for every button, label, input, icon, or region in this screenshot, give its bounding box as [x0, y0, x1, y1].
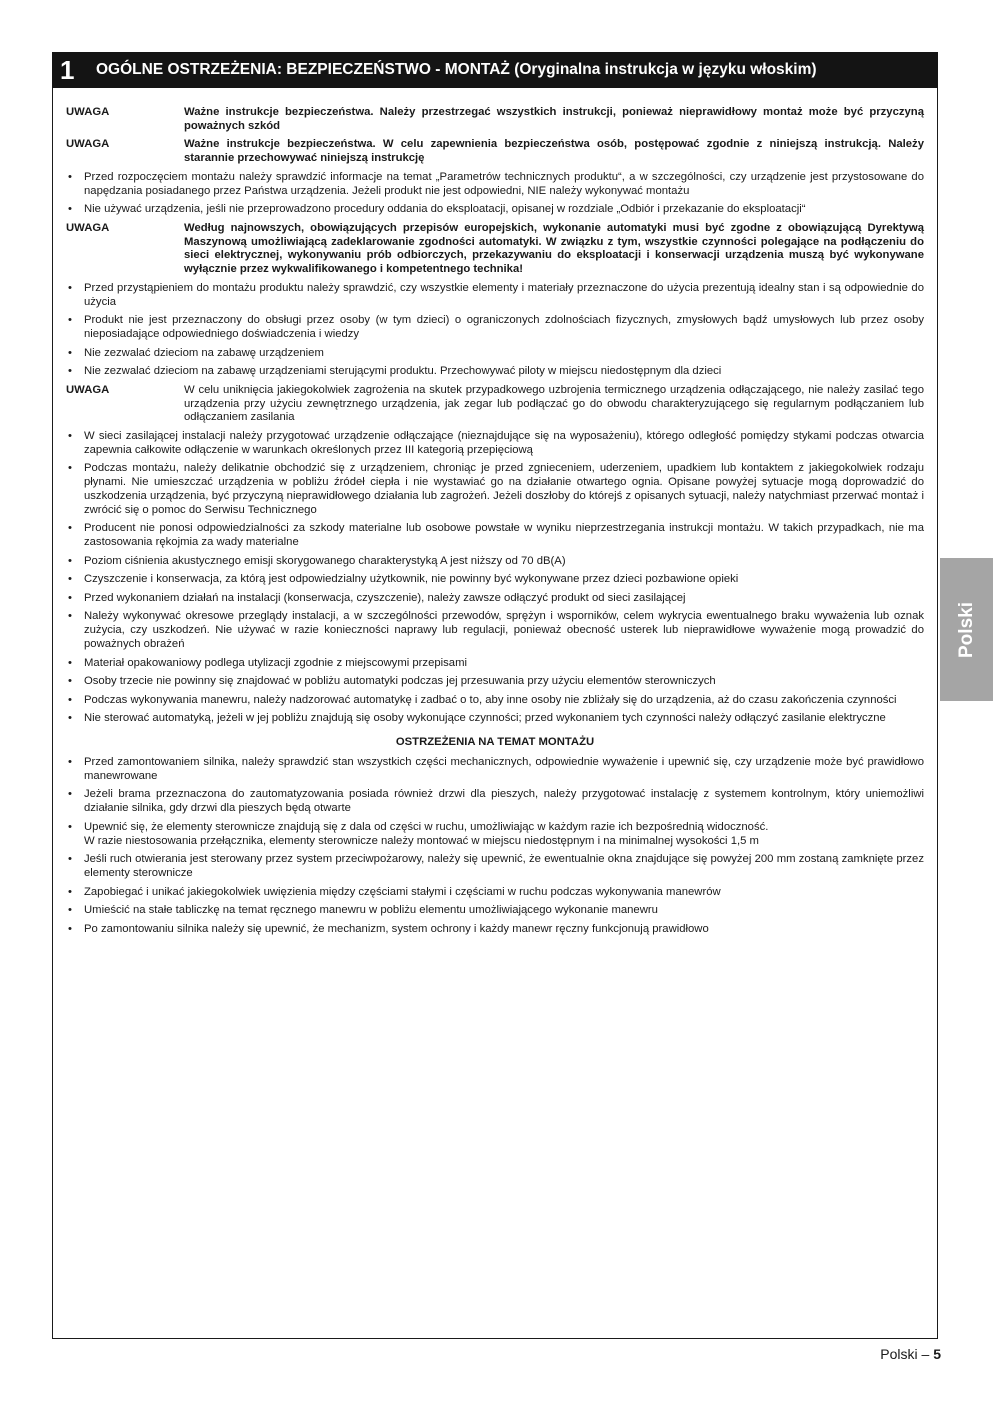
warning-label: UWAGA [66, 138, 110, 151]
bullet-item: • W sieci zasilającej instalacji należy przygotować urządzenie odłączające (nieznajdujące się na wyposażeniu), którego odległość pomiędzy stykami podczas otwarcia zapewnia całkowite odłączenie w warunkach określonych przez III kategorią przepięciową [66, 430, 924, 458]
bullet-item: • Produkt nie jest przeznaczony do obsługi przez osoby (w tym dzieci) o ograniczonych zdolnościach fizycznych, zmysłowych bądź umysłowych lub przez osoby nieposiadające odpowiedniego doświadczenia i wiedzy [66, 314, 924, 342]
bullet-item: • Przed przystąpieniem do montażu produktu należy sprawdzić, czy wszystkie elementy i materiały przeznaczone do użycia prezentują idealny stan i są odpowiednie do użycia [66, 282, 924, 310]
warning-label: UWAGA [66, 221, 110, 234]
warning-label: UWAGA [66, 383, 110, 396]
content-body [66, 106, 924, 941]
bullet-line: W razie niestosowania przełącznika, elementy sterownicze należy montować w miejscu niedostępnym i na minimalnej wysokości 1,5 m [84, 834, 759, 847]
bullet-item: • Jeżeli brama przeznaczona do zautomatyzowania posiada również drzwi dla pieszych, należy przygotować instalację z systemem kontrolnym, który uniemożliwi działanie silnika, gdy drzwi dla pieszych będą otwarte [66, 788, 924, 816]
montage-heading: OSTRZEŻENIA NA TEMAT MONTAŻU [395, 736, 595, 749]
warning-row [66, 222, 924, 277]
bullet-item: • Jeśli ruch otwierania jest sterowany przez system przeciwpożarowy, należy się upewnić, że ewentualnie okna znajdujące się powyżej 200 mm zostaną zamknięte przez elementy sterownicze [66, 853, 924, 881]
section-title: OGÓLNE OSTRZEŻENIA: BEZPIECZEŃSTWO - MONTAŻ (Oryginalna instrukcja w języku włoskim) [96, 61, 817, 78]
warning-text: Ważne instrukcje bezpieczeństwa. Należy przestrzegać wszystkich instrukcji, ponieważ nieprawidłowy montaż może być przyczyną poważnych szkód [184, 106, 924, 132]
warning-row [66, 138, 924, 166]
bullet-line: • Upewnić się, że elementy sterownicze znajdują się z dala od części w ruchu, umożliwiając w każdym razie ich bezpośrednią widoczność. [84, 820, 769, 833]
bullet-item: • Nie zezwalać dzieciom na zabawę urządzeniem [66, 347, 924, 361]
warning-label: UWAGA [66, 106, 110, 118]
bullet-item: • Podczas wykonywania manewru, należy nadzorować automatykę i zadbać o to, aby inne osoby nie zbliżały się do urządzenia, aż do czasu zakończenia czynności [66, 694, 924, 708]
page-footer [880, 1346, 941, 1362]
footer-separator: – [921, 1346, 930, 1362]
footer-language: Polski [880, 1346, 918, 1362]
bullet-item: • Należy wykonywać okresowe przeglądy instalacji, a w szczególności przewodów, sprężyn i wsporników, celem wykrycia ewentualnego braku wyważenia lub oznak zużycia, czy uszkodzeń. Nie używać w razie konieczności naprawy lub regulacji, ponieważ obecność usterek lub nieprawidłowe wyważenie mogą prowadzić do poważnych obrażeń [66, 610, 924, 651]
bullet-item: • Osoby trzecie nie powinny się znajdować w pobliżu automatyki podczas jej przesuwania przy użyciu elementów sterowniczych [66, 675, 924, 689]
bullet-item: • Przed wykonaniem działań na instalacji (konserwacja, czyszczenie), należy zawsze odłączyć produkt od sieci zasilającej [66, 592, 924, 606]
bullet-item: • Przed zamontowaniem silnika, należy sprawdzić stan wszystkich części mechanicznych, odpowiednie wyważenie i upewnić się, czy urządzenie może być prawidłowo manewrowane [66, 756, 924, 784]
bullet-item: • Poziom ciśnienia akustycznego emisji skorygowanego charakterystyką A jest niższy od 70 dB(A) [66, 555, 924, 569]
side-tab-label: Polski [955, 601, 977, 658]
bullet-item: • Umieścić na stałe tabliczkę na temat ręcznego manewru w pobliżu elementu umożliwiającego wykonanie manewru [66, 904, 924, 918]
page-number: 5 [933, 1346, 941, 1362]
bullet-item: • Zapobiegać i unikać jakiegokolwiek uwięzienia między częściami stałymi i częściami w ruchu podczas wykonywania manewrów [66, 886, 924, 900]
bullet-item: • Nie sterować automatyką, jeżeli w jej pobliżu znajdują się osoby wykonujące czynności; przed wykonaniem tych czynności należy odłączyć zasilanie elektryczne [66, 712, 924, 726]
bullet-item: • Nie używać urządzenia, jeśli nie przeprowadzono procedury oddania do eksploatacji, opisanej w rozdziale „Odbiór i przekazanie do eksploatacji“ [66, 203, 924, 217]
warning-row [66, 106, 924, 134]
bullet-item: • Czyszczenie i konserwacja, za którą jest odpowiedzialny użytkownik, nie powinny być wykonywane przez dzieci pozbawione opieki [66, 573, 924, 587]
language-side-tab [940, 558, 993, 701]
bullet-item: • Nie zezwalać dzieciom na zabawę urządzeniami sterującymi produktu. Przechowywać piloty w miejscu niedostępnym dla dzieci [66, 365, 924, 379]
warning-text: Ważne instrukcje bezpieczeństwa. W celu zapewnienia bezpieczeństwa osób, postępować zgodnie z niniejszą instrukcją. Należy starannie przechowywać niniejszą instrukcję [184, 138, 924, 165]
bullet-item: • Materiał opakowaniowy podlega utylizacji zgodnie z miejscowymi przepisami [66, 657, 924, 671]
warning-text: W celu uniknięcia jakiegokolwiek zagrożenia na skutek przypadkowego uzbrojenia termicznego urządzenia odłączającego, nie należy zasilać tego urządzenia przy użyciu zewnętrznego urządzenia, jak zegar lub podłączać go do obwodu charakteryzującego się regularnym podłączaniem lub odłączaniem zasilania [184, 383, 924, 424]
section-number: 1 [60, 55, 75, 85]
bullet-item: • Producent nie ponosi odpowiedzialności za szkody materialne lub osobowe powstałe w wyniku nieprzestrzegania instrukcji montażu. W takich przypadkach, nie ma zastosowania rękojmia za wady materialne [66, 522, 924, 550]
warning-row [66, 384, 924, 425]
bullet-item: • Podczas montażu, należy delikatnie obchodzić się z urządzeniem, chroniąc je przed zgnieceniem, uderzeniem, upadkiem lub kontaktem z jakiegokolwiek rodzaju płynami. Nie umieszczać urządzenia w pobliżu źródeł ciepła i nie wystawiać go na działanie otwartego ognia. Opisane powyżej sytuacje mogą doprowadzić do uszkodzenia urządzenia, być przyczyną nieprawidłowego działania lub zagrożeń. Jeżeli doszłoby do którejś z opisanych sytuacji, należy natychmiast przerwać montaż i zwrócić się o pomoc do Serwisu Technicznego [66, 462, 924, 517]
section-header [52, 52, 938, 88]
bullet-item [66, 821, 924, 849]
warning-text: Według najnowszych, obowiązujących przepisów europejskich, wykonanie automatyki musi być zgodne z obowiązującą Dyrektywą Maszynową umożliwiającą zadeklarowanie zgodności automatyki. W związku z tym, wszystkie czynności polegające na podłączeniu do sieci elektrycznej, wykonywaniu prób odbiorczych, przekazywaniu do eksploatacji i konserwacji urządzenia muszą być wykonywane wyłącznie przez wykwalifikowanego i kompetentnego technika! [184, 221, 924, 276]
bullet-item: • Przed rozpoczęciem montażu należy sprawdzić informacje na temat „Parametrów technicznych produktu“, a w szczególności, czy urządzenie jest przystosowane do napędzania posiadanego przez Państwa urządzenia. Jeżeli produkt nie jest odpowiedni, NIE należy wykonywać montażu [66, 171, 924, 199]
bullet-item: • Po zamontowaniu silnika należy się upewnić, że mechanizm, system ochrony i każdy manewr ręczny funkcjonują prawidłowo [66, 923, 924, 937]
